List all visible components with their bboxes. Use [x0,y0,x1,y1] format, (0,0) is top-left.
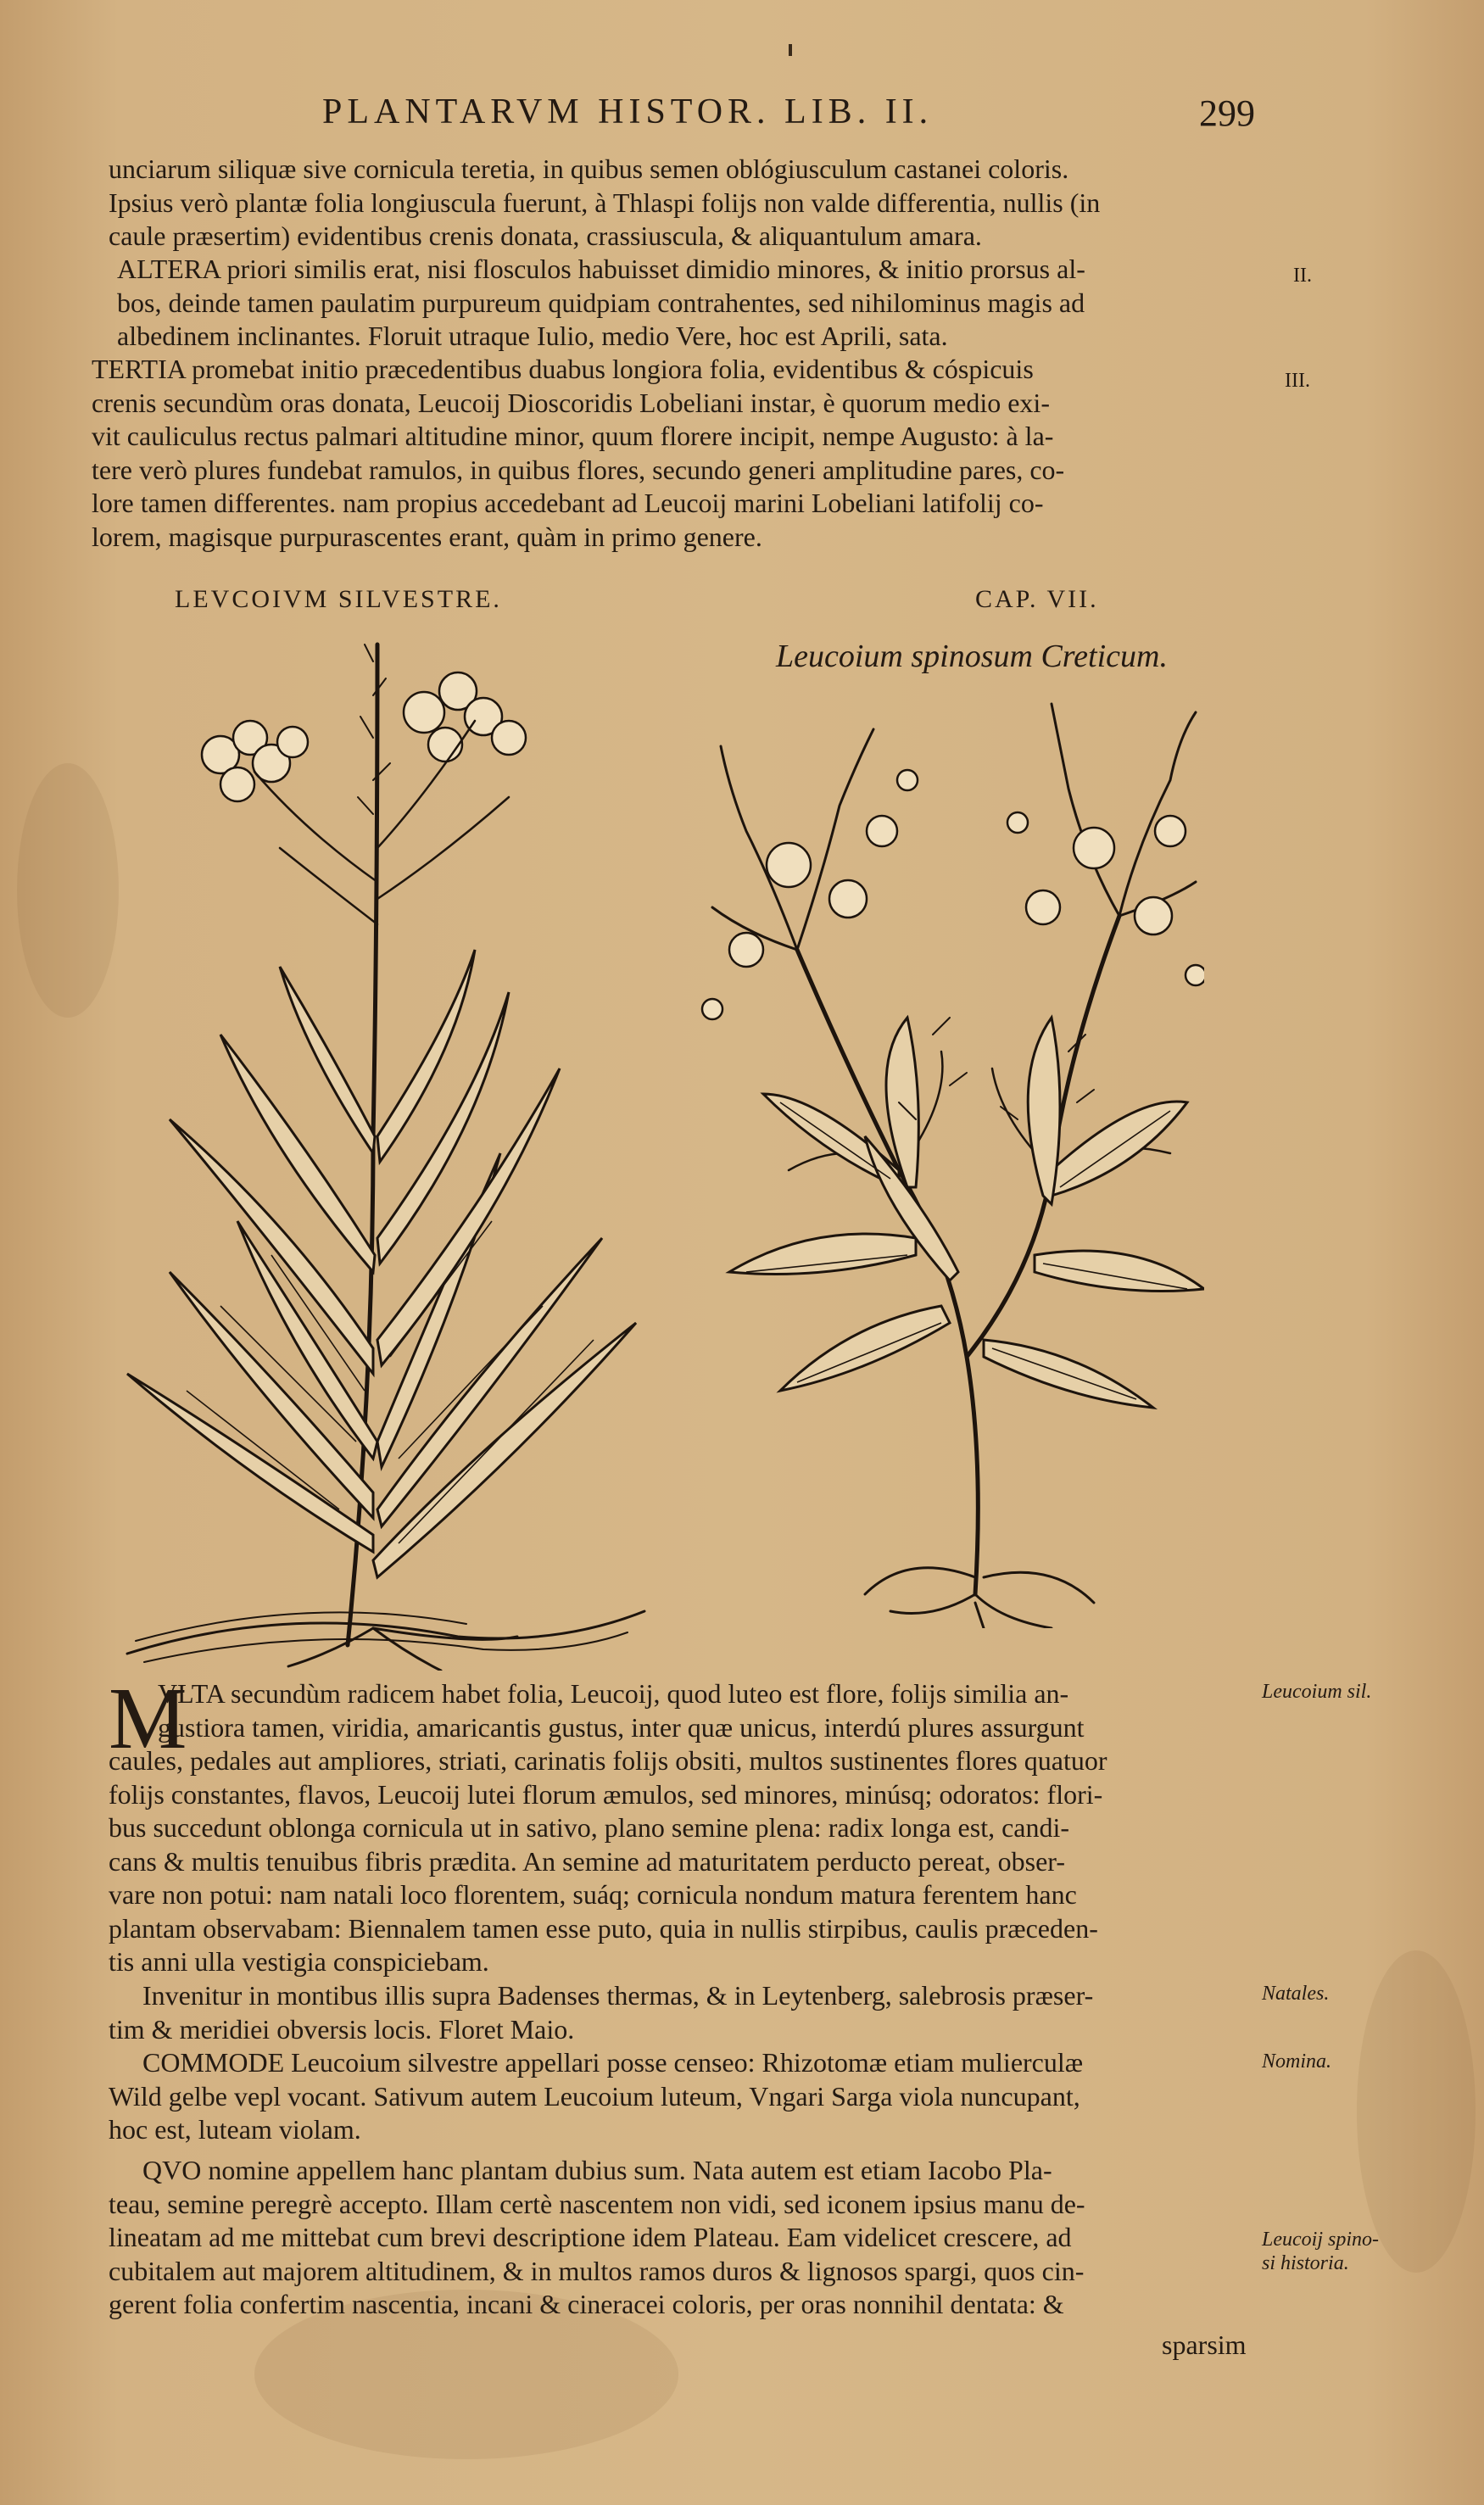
text-line: vare non potui: nam natali loco florentem, suáq; cornicula nondum matura ferentem hanc [109,1879,1077,1910]
text-line: caule præsertim) evidentibus crenis donata, crassiuscula, & aliquantulum amara. [109,220,982,251]
text-line: tis anni ulla vestigia conspiciebam. [109,1946,489,1977]
margin-note-leucoium: Leucoium sil. [1262,1681,1372,1703]
margin-note-nomina: Nomina. [1262,2050,1332,2073]
margin-note-historia-1: Leucoij spino- [1262,2229,1379,2251]
text-line: lore tamen differentes. nam propius accedebant ad Leucoij marini Lobeliani latifolij co- [92,488,1044,518]
leucoium-plant-drawing [127,644,644,1671]
spinosum-plant-drawing [702,704,1204,1628]
paper-stain [1357,1950,1476,2273]
invenitur-paragraph [109,1979,1093,2046]
text-line: hoc est, luteam violam. [109,2114,361,2145]
text-line: Ipsius verò plantæ folia longiuscula fuerunt, à Thlaspi folijs non valde differentia, nullis (in [109,187,1101,218]
printer-mark [789,44,792,56]
text-line: folijs constantes, flavos, Leucoij lutei florum æmulos, sed minores, minúsq; odoratos: flori- [109,1778,1103,1810]
text-line: gerent folia confertim nascentia, incani & cineracei coloris, per oras nonnihil dentata: & [109,2289,1064,2319]
text-line: lorem, magisque purpurascentes erant, quàm in primo genere. [92,521,762,552]
margin-note-historia-2: si historia. [1262,2252,1349,2274]
woodcut-leucoium-spinosum [695,695,1204,1628]
figure-caption-left: LEVCOIVM SILVESTRE. [175,585,502,613]
text-line: crenis secundùm oras donata, Leucoij Dioscoridis Lobeliani instar, è quorum medio exi- [92,387,1050,418]
text-line: caules, pedales aut ampliores, striati, carinatis folijs obsiti, multos sustinentes flores quatuor [109,1745,1107,1776]
woodcut-leucoium-silvestre [119,628,678,1671]
text-line: Wild gelbe vepl vocant. Sativum autem Leucoium luteum, Vngari Sarga viola nuncupant, [109,2080,1080,2112]
text-line: lineatam ad me mittebat cum brevi descriptione idem Plateau. Eam videlicet crescere, ad [109,2222,1072,2252]
text-line: bus succedunt oblonga cornicula ut in sativo, plano semine plena: radix longa est, candi- [109,1812,1070,1843]
commode-paragraph [109,2046,1083,2147]
quo-paragraph [109,2154,1085,2322]
page-number: 299 [1199,92,1255,134]
text-line: TERTIA promebat initio præcedentibus duabus longiora folia, evidentibus & cóspicuis [92,354,1034,384]
figure-caption-right: Leucoium spinosum Creticum. [776,639,1168,674]
drop-cap: M [109,1670,187,1767]
altera-paragraph [117,253,1085,354]
text-line: vit cauliculus rectus palmari altitudine minor, quum florere incipit, nempe Augusto: à la- [92,421,1054,451]
text-line: Invenitur in montibus illis supra Badenses thermas, & in Leytenberg, salebrosis præser- [142,1980,1094,2011]
running-header [322,92,1255,141]
margin-numeral-second: II. [1293,265,1312,287]
margin-note-natales: Natales. [1262,1983,1330,2005]
text-line: unciarum siliquæ sive cornicula teretia, in quibus semen oblógiusculum castanei coloris. [109,153,1069,184]
text-line: ALTERA priori similis erat, nisi flosculos habuisset dimidio minores, & initio prorsus al- [117,254,1085,284]
text-line: VLTA secundùm radicem habet folia, Leucoij, quod luteo est flore, folijs similia an- [158,1678,1069,1709]
text-line: tim & meridiei obversis locis. Floret Maio. [109,2013,575,2045]
text-line: QVO nomine appellem hanc plantam dubius sum. Nata autem est etiam Iacobo Pla- [142,2155,1052,2185]
text-line: COMMODE Leucoium silvestre appellari posse censeo: Rhizotomæ etiam mulierculæ [142,2047,1084,2078]
margin-numeral-third: III. [1285,370,1310,392]
text-line: gustiora tamen, viridia, amaricantis gustus, inter quæ unicus, interdú plures assurgunt [158,1711,1085,1743]
text-line: bos, deinde tamen paulatim purpureum quidpiam contrahentes, sed nihilominus magis ad [117,287,1085,318]
text-line: cubitalem aut majorem altitudinem, & in multos ramos duros & lignosos spargi, quos cin- [109,2255,1085,2286]
tertia-paragraph [92,353,1064,554]
text-line: cans & multis tenuibus fibris prædita. An semine ad maturitatem perducto pereat, obser- [109,1845,1065,1877]
top-paragraph [109,153,1100,254]
paper-stain [17,763,119,1018]
text-line: albedinem inclinantes. Floruit utraque Iulio, medio Vere, hoc est Aprili, sata. [117,321,948,351]
multa-paragraph [109,1670,1107,1979]
text-line: tere verò plures fundebat ramulos, in quibus flores, secundo generi amplitudine pares, co- [92,454,1065,485]
text-line: teau, semine peregrè accepto. Illam certè nascentem non vidi, sed iconem ipsius manu de- [109,2188,1085,2219]
running-title: PLANTARVM HISTOR. LIB. II. [322,92,934,131]
catchword: sparsim [1162,2329,1247,2360]
chapter-heading: CAP. VII. [975,585,1099,613]
text-line: plantam observabam: Biennalem tamen esse puto, quia in nullis stirpibus, caulis præceden- [109,1912,1098,1944]
